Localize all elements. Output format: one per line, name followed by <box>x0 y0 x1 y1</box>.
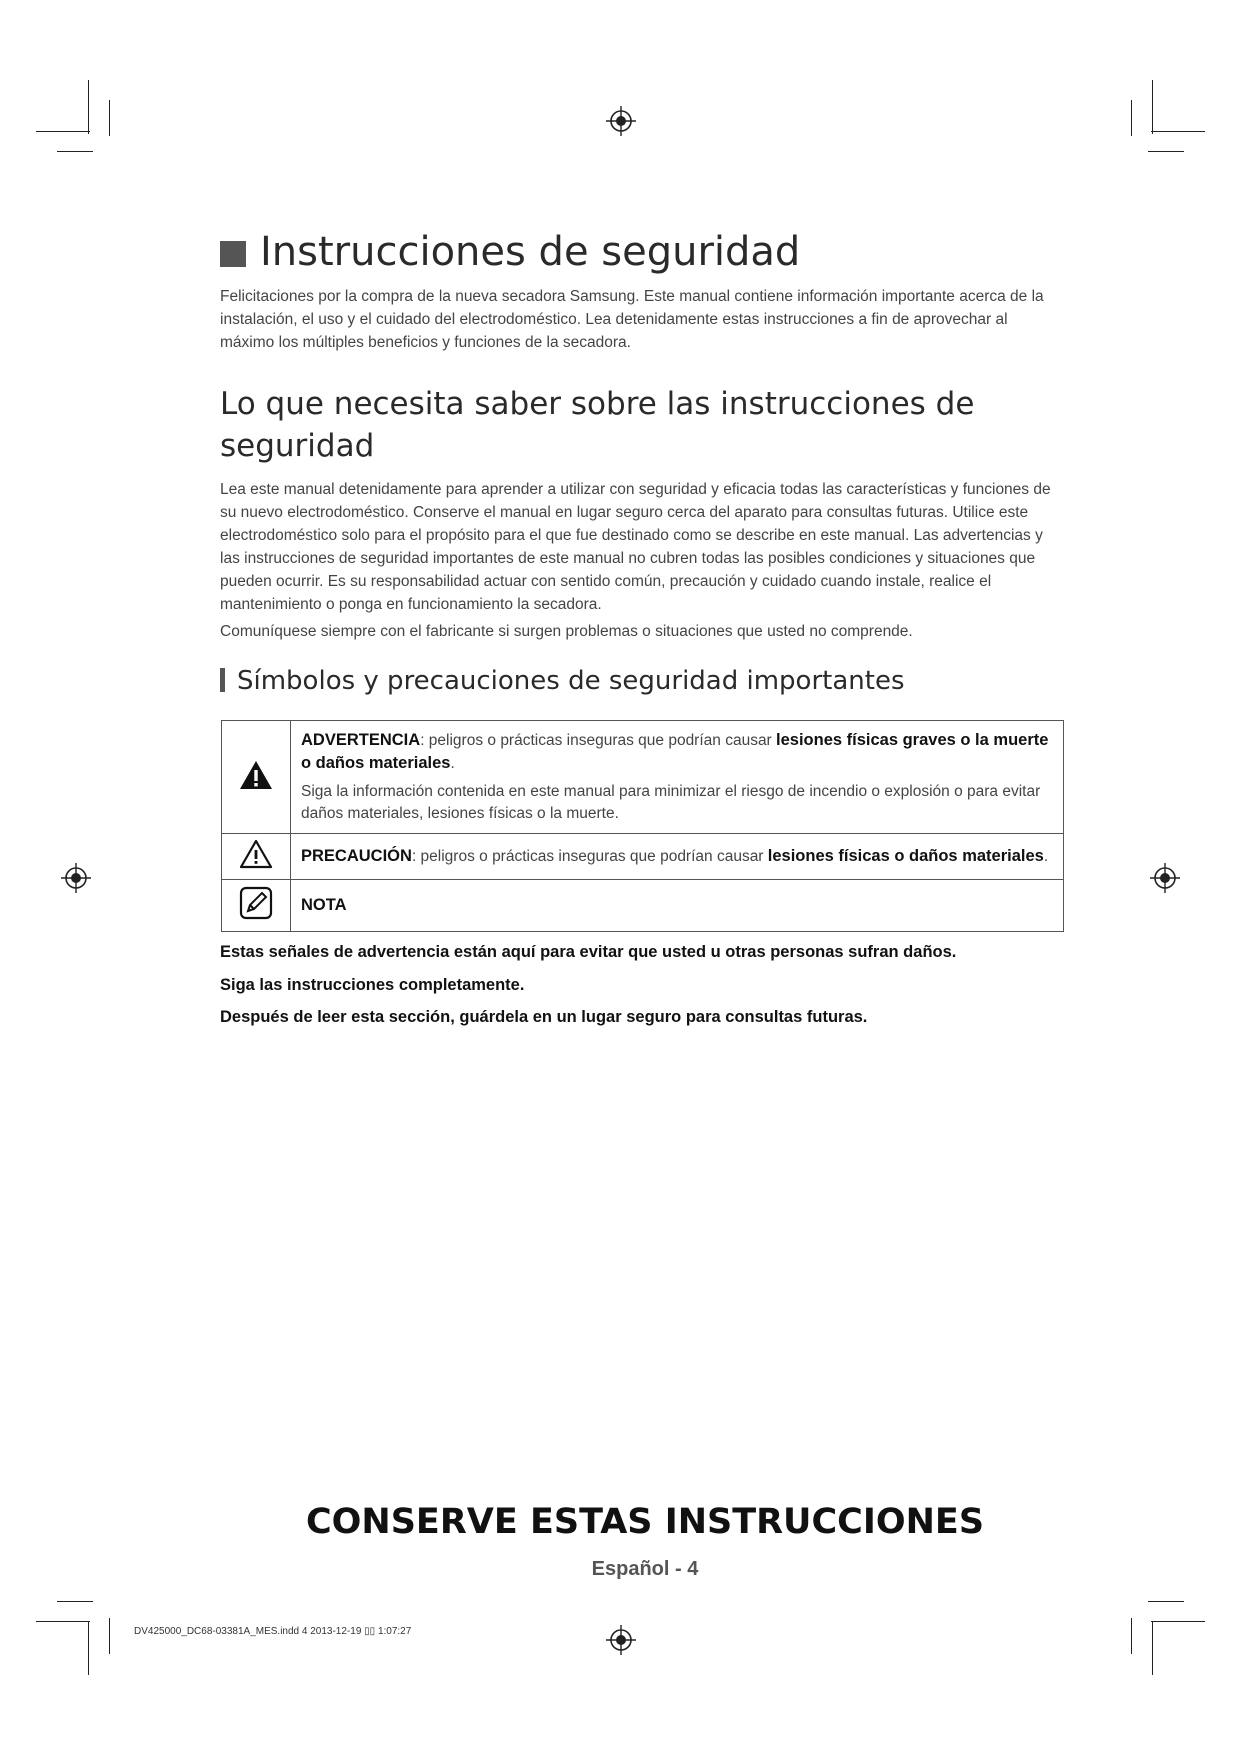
file-info: DV425000_DC68-03381A_MES.indd 4 2013-12-19 ▯▯ 1:07:27 <box>134 1626 412 1637</box>
caution-cell <box>291 834 1064 880</box>
closing-line: Siga las instrucciones completamente. <box>220 976 525 994</box>
crop-mark <box>36 1621 90 1622</box>
registration-mark-icon <box>61 863 91 893</box>
note-term: NOTA <box>301 896 347 914</box>
warning-description: : peligros o prácticas inseguras que podrían causar <box>420 732 777 749</box>
table-row <box>222 834 1064 880</box>
subsection-heading <box>220 664 905 698</box>
closing-line: Estas señales de advertencia están aquí para evitar que usted u otras personas sufran daños. <box>220 943 957 961</box>
page-number: Español - 4 <box>591 1558 699 1580</box>
crop-mark <box>109 1618 110 1654</box>
registration-mark-icon <box>606 106 636 136</box>
note-pencil-icon <box>238 885 274 921</box>
crop-mark <box>1148 151 1184 152</box>
caution-end: . <box>1043 848 1049 865</box>
crop-mark <box>1152 80 1153 134</box>
crop-mark <box>1148 1601 1184 1602</box>
icon-cell <box>222 834 291 880</box>
registration-mark-icon <box>606 1625 636 1655</box>
intro-paragraph: Felicitaciones por la compra de la nueva secadora Samsung. Este manual contiene información importante acerca de la instalación, el uso y el cuidado del electrodoméstico. Lea detenidamente estas instrucciones a fin de aprovechar al máximo los múltiples beneficios y funciones de la secadora. <box>220 288 1044 351</box>
icon-cell <box>222 721 291 834</box>
crop-mark <box>57 151 93 152</box>
crop-mark <box>1131 100 1132 136</box>
crop-mark <box>88 80 89 134</box>
warning-note: Siga la información contenida en este manual para minimizar el riesgo de incendio o explosión o para evitar daños materiales, lesiones físicas o la muerte. <box>301 783 1041 822</box>
section-body <box>220 478 1060 643</box>
note-cell <box>291 880 1064 932</box>
warning-term: ADVERTENCIA <box>301 731 421 749</box>
caution-term: PRECAUCIÓN <box>301 847 412 865</box>
symbols-table <box>221 720 1064 932</box>
title-square-icon <box>220 241 246 267</box>
caution-description: : peligros o prácticas inseguras que podrían causar <box>411 848 768 865</box>
icon-cell <box>222 880 291 932</box>
page-title-text: Instrucciones de seguridad <box>260 229 801 275</box>
heading-bar-icon <box>220 668 225 692</box>
warning-text <box>301 729 1053 775</box>
section-paragraph: Lea este manual detenidamente para aprender a utilizar con seguridad y eficacia todas las características y funciones de su nuevo electrodoméstico. Conserve el manual en lugar seguro cerca del aparato para consultas futuras. Utilice este electrodoméstico solo para el propósito para el que fue destinado como se describe en este manual. Las advertencias y las instrucciones de seguridad importantes de este manual no cubren todas las posibles condiciones y situaciones que pueden ocurrir. Es su responsabilidad actuar con sentido común, precaución y cuidado cuando instale, realice el mantenimiento o ponga en funcionamiento la secadora. <box>220 481 1051 613</box>
crop-mark <box>88 1621 89 1675</box>
footer-title: CONSERVE ESTAS INSTRUCCIONES <box>305 1502 985 1542</box>
page-title <box>220 228 800 276</box>
warning-cell <box>291 721 1064 834</box>
table-row <box>222 880 1064 932</box>
warning-filled-icon <box>238 759 274 791</box>
table-row <box>222 721 1064 834</box>
crop-mark <box>1131 1618 1132 1654</box>
crop-mark <box>1151 131 1205 132</box>
crop-mark <box>36 131 90 132</box>
crop-mark <box>1151 1621 1205 1622</box>
caution-outline-icon <box>238 838 274 870</box>
warning-end: . <box>450 755 455 772</box>
crop-mark <box>109 100 110 136</box>
section-heading: Lo que necesita saber sobre las instrucciones de seguridad <box>220 386 975 464</box>
closing-line: Después de leer esta sección, guárdela en un lugar seguro para consultas futuras. <box>220 1008 868 1026</box>
crop-mark <box>1152 1621 1153 1675</box>
crop-mark <box>57 1601 93 1602</box>
section-paragraph: Comuníquese siempre con el fabricante si surgen problemas o situaciones que usted no comprende. <box>220 623 913 640</box>
registration-mark-icon <box>1150 863 1180 893</box>
caution-text <box>301 845 1053 868</box>
caution-emphasis: lesiones físicas o daños materiales <box>767 847 1044 865</box>
subsection-heading-text: Símbolos y precauciones de seguridad importantes <box>237 666 905 696</box>
warning-emphasis: lesiones físicas graves o la muerte o daños materiales <box>301 731 1049 772</box>
